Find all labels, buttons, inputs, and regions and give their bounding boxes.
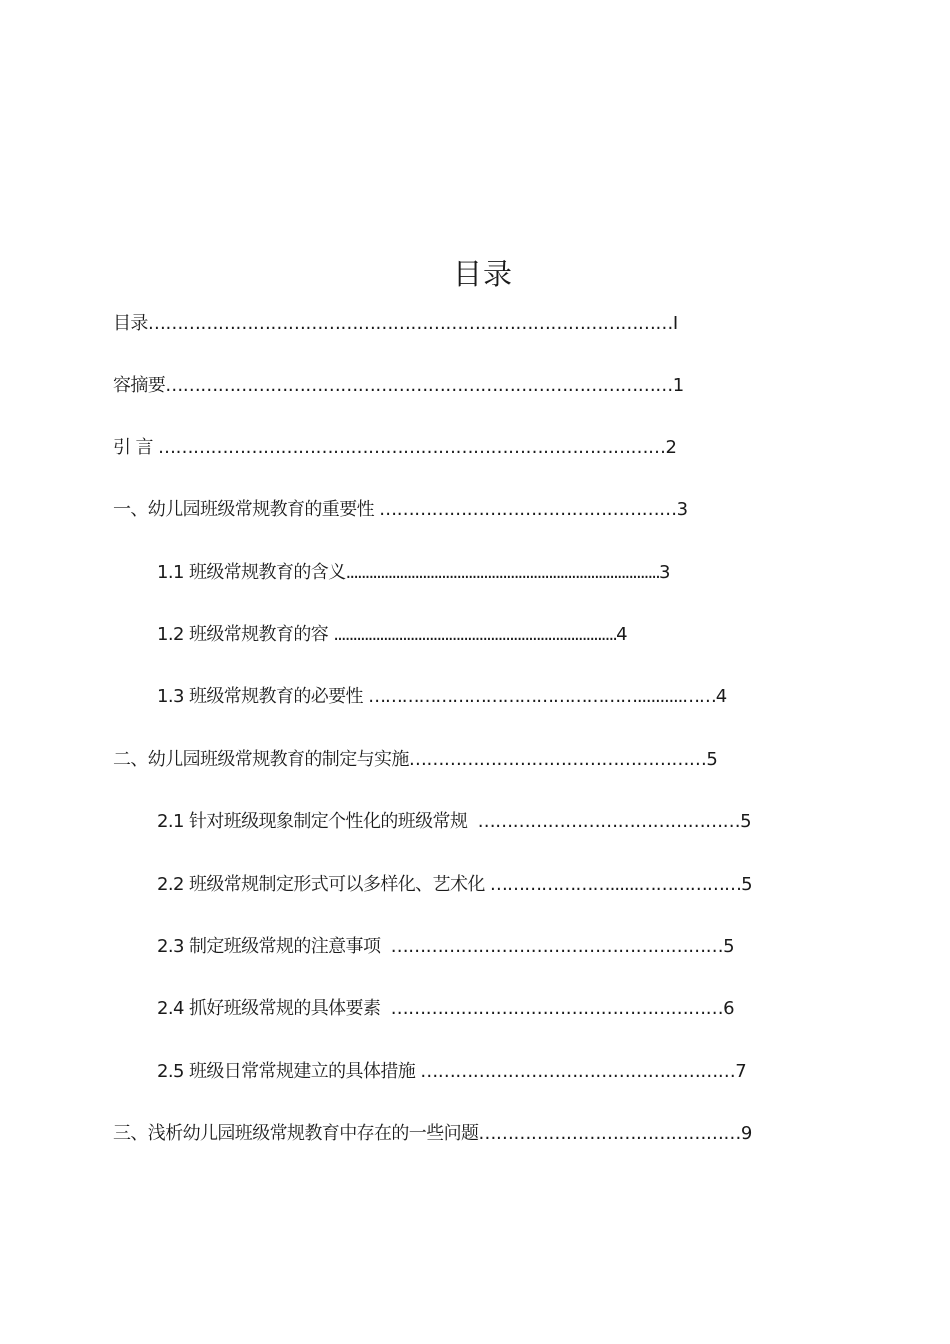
toc-entry-text: 1.2 班级常规教育的容 <box>157 624 334 645</box>
toc-entry-contents[interactable] <box>113 312 678 336</box>
toc-leader-dots: …………………......……………… <box>489 874 742 895</box>
toc-page-number: 2 <box>665 437 677 458</box>
toc-page-number: I <box>672 313 679 334</box>
toc-entry-introduction[interactable] <box>113 436 677 460</box>
page-title: 目录 <box>452 257 513 291</box>
toc-entry-text: 2.3 制定班级常规的注意事项 <box>157 936 391 957</box>
toc-page-number: 3 <box>676 499 689 520</box>
toc-leader-dots: …………………………………………..........…… <box>368 686 716 707</box>
toc-entry-text: 2.4 抓好班级常规的具体要素 <box>157 998 391 1019</box>
toc-entry-section-2-1[interactable] <box>157 810 752 834</box>
toc-leader-dots: …………………………………………………………………………… <box>158 437 666 458</box>
toc-entry-text: 目录 <box>113 313 148 334</box>
toc-page-number: 5 <box>741 874 753 895</box>
toc-entry-text: 二、幼儿园班级常规教育的制定与实施 <box>113 749 409 770</box>
toc-entry-section-1-1[interactable] <box>157 561 670 585</box>
toc-entry-text: 一、幼儿园班级常规教育的重要性 <box>113 499 380 520</box>
toc-leader-dots: .......................................................................... <box>333 624 617 645</box>
toc-entry-section-2-3[interactable] <box>157 935 735 959</box>
toc-leader-dots: …………………………………………… <box>408 749 707 770</box>
toc-entry-text: 2.1 针对班级现象制定个性化的班级常规 <box>157 811 478 832</box>
toc-page-number: 5 <box>740 811 752 832</box>
toc-entry-text: 1.3 班级常规教育的必要性 <box>157 686 369 707</box>
toc-entry-section-2-4[interactable] <box>157 997 735 1021</box>
toc-leader-dots: ……………………………………………………………………………… <box>147 313 673 334</box>
toc-entry-section-2-2[interactable] <box>157 873 753 897</box>
toc-entry-text: 容摘要 <box>113 375 166 396</box>
toc-entry-section-1-3[interactable] <box>157 685 727 709</box>
toc-entry-abstract[interactable] <box>113 374 684 398</box>
toc-entry-text: 引 言 <box>113 437 159 458</box>
toc-entry-section-1-2[interactable] <box>157 623 628 647</box>
toc-page-number: 5 <box>723 936 735 957</box>
toc-leader-dots: ……………………………………… <box>477 811 741 832</box>
toc-leader-dots: ……………………………………… <box>478 1123 741 1144</box>
toc-leader-dots: …………………………………………… <box>379 499 677 520</box>
toc-leader-dots: ………………………………………………… <box>390 936 724 957</box>
toc-entry-text: 2.2 班级常规制定形式可以多样化、艺术化 <box>157 874 490 895</box>
toc-page-number: 9 <box>740 1123 753 1144</box>
toc-page-number: 3 <box>658 562 671 583</box>
toc-page-number: 4 <box>616 624 628 645</box>
toc-entry-chapter-1[interactable] <box>113 498 688 522</box>
toc-page-number: 7 <box>735 1061 747 1082</box>
toc-entry-text: 2.5 班级日常常规建立的具体措施 <box>157 1061 421 1082</box>
toc-entry-chapter-3[interactable] <box>113 1122 752 1146</box>
toc-page-number: 1 <box>672 375 685 396</box>
toc-leader-dots: ……………………………………………… <box>420 1061 736 1082</box>
toc-entry-text: 三、浅析幼儿园班级常规教育中存在的一些问题 <box>113 1123 479 1144</box>
toc-page-number: 6 <box>723 998 735 1019</box>
toc-entry-text: 1.1 班级常规教育的含义 <box>157 562 346 583</box>
toc-page-number: 5 <box>706 749 718 770</box>
toc-leader-dots: ………………………………………………… <box>390 998 724 1019</box>
toc-leader-dots: …………………………………………………………………………… <box>165 375 673 396</box>
toc-entry-section-2-5[interactable] <box>157 1060 747 1084</box>
toc-entry-chapter-2[interactable] <box>113 748 718 772</box>
toc-page-number: 4 <box>715 686 728 707</box>
toc-leader-dots: .................................................................................. <box>345 562 659 583</box>
